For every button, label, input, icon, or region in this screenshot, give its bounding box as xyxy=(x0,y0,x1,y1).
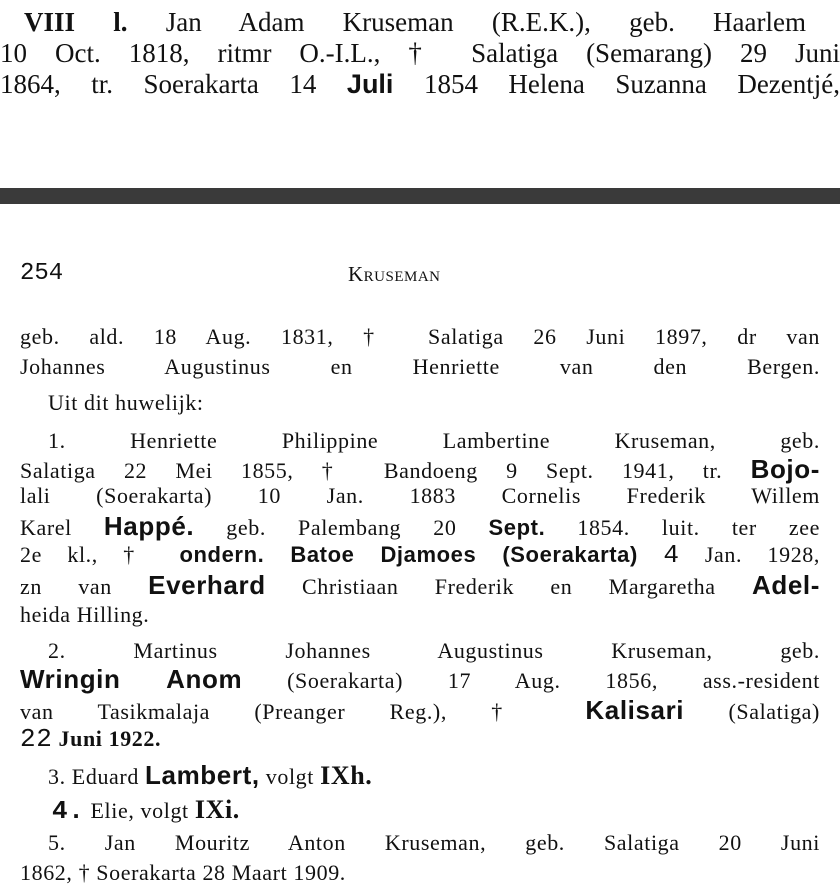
stamped-word: Happé. xyxy=(103,511,195,541)
child-entry-line: zn van Everhard Christiaan Frederik en Margaretha Adel- xyxy=(20,570,820,600)
generation-number: VIII l. xyxy=(24,7,128,37)
child-entry-line: Wringin Anom (Soerakarta) 17 Aug. 1856, ass.-resident xyxy=(20,664,820,694)
child-entry-line: van Tasikmalaja (Preanger Reg.), † Kalisari (Salatiga) xyxy=(20,695,820,725)
entry-heading-text: Jan Adam Kruseman (R.E.K.), geb. Haarlem xyxy=(165,7,806,37)
text-line: Johannes Augustinus en Henriette van den Bergen. xyxy=(20,354,820,379)
stamped-phrase: ondern. Batoe Djamoes (Soerakarta) xyxy=(179,542,638,567)
stamped-word: Juli xyxy=(346,69,394,99)
child-entry-line: 4. Elie, volgt IXi. xyxy=(52,795,240,826)
stamped-word: Lambert, xyxy=(145,760,260,790)
entry-line: 1864, tr. Soerakarta 14 Juli 1854 Helena Suzanna Dezentjé, xyxy=(0,69,840,99)
stamped-word: Adel- xyxy=(751,570,820,600)
stamped-word: Bojo- xyxy=(750,454,820,484)
child-entry-line: 2e kl., † ondern. Batoe Djamoes (Soerakarta) 4 Jan. 1928, xyxy=(20,540,820,570)
cross-reference: IXi. xyxy=(194,795,240,824)
cross-reference: IXh. xyxy=(320,761,373,790)
children-heading: Uit dit huwelijk: xyxy=(48,390,204,415)
stamped-word: Sept. xyxy=(488,515,546,540)
stamped-word: Everhard xyxy=(148,570,266,600)
running-head xyxy=(348,264,441,285)
child-entry-line: lali (Soerakarta) 10 Jan. 1883 Cornelis Frederik Willem xyxy=(20,483,820,508)
child-entry-line: 3. Eduard Lambert, volgt IXh. xyxy=(48,760,373,790)
text-line: geb. ald. 18 Aug. 1831, † Salatiga 26 Juni 1897, dr van xyxy=(20,324,820,349)
child-entry-line: 22 Juni 1922. xyxy=(20,724,162,754)
running-head-initial: K xyxy=(348,262,364,286)
stamped-phrase: Wringin Anom xyxy=(20,664,243,694)
entry-line: 10 Oct. 1818, ritmr O.-I.L., † Salatiga (Semarang) 29 Juni xyxy=(0,38,840,68)
child-entry-line: 2. Martinus Johannes Augustinus Kruseman, geb. xyxy=(48,638,820,663)
child-entry-line: Salatiga 22 Mei 1855, † Bandoeng 9 Sept. 1941, tr. Bojo- xyxy=(20,454,820,484)
child-entry-line: 5. Jan Mouritz Anton Kruseman, geb. Salatiga 20 Juni xyxy=(48,830,820,855)
child-entry-line: 1862, † Soerakarta 28 Maart 1909. xyxy=(20,860,346,885)
child-entry-line: heida Hilling. xyxy=(20,602,150,627)
child-entry-line: Karel Happé. geb. Palembang 20 Sept. 1854. luit. ter zee xyxy=(20,511,820,541)
section-divider xyxy=(0,188,840,204)
running-head-rest: RUSEMAN xyxy=(363,269,441,285)
page-number: 254 xyxy=(20,260,64,287)
entry-heading-line xyxy=(24,9,806,36)
stamped-word: Kalisari xyxy=(585,695,685,725)
child-entry-line: 1. Henriette Philippine Lambertine Kruseman, geb. xyxy=(48,428,820,453)
